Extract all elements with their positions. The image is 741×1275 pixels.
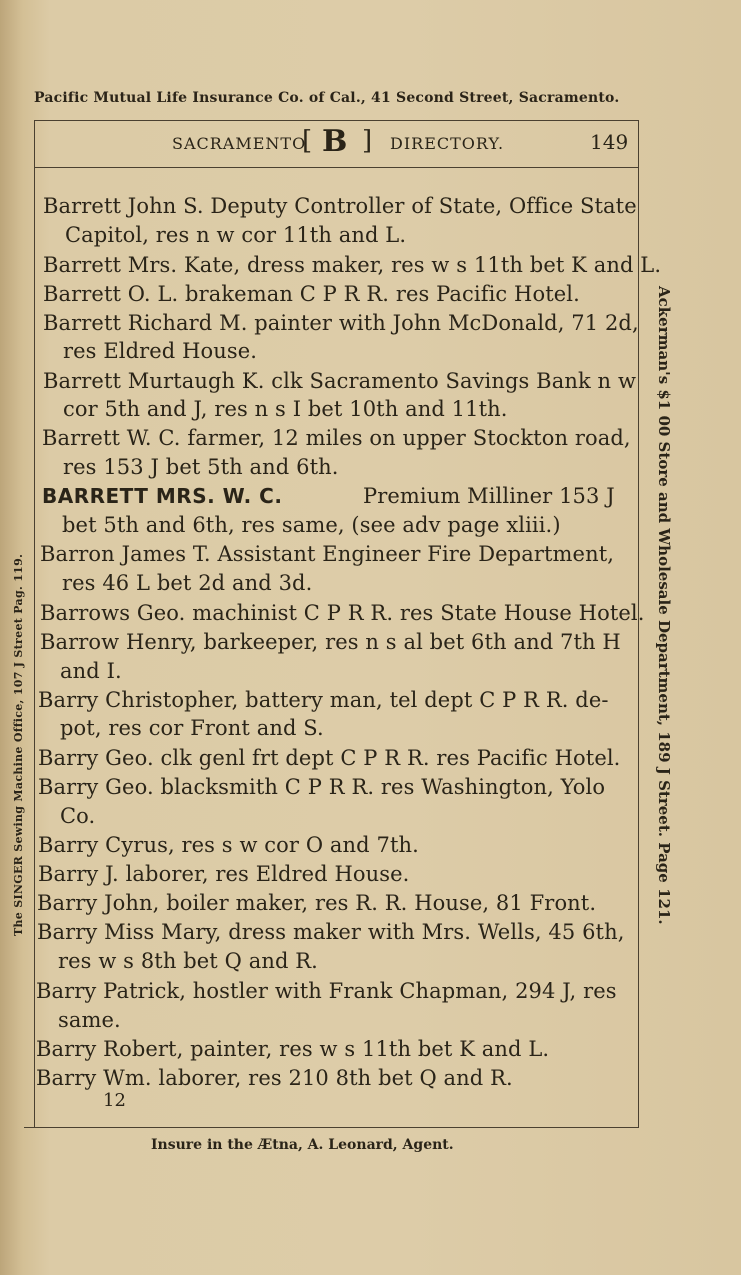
entry-line: Barry Miss Mary, dress maker with Mrs. Wells, 45 6th, (37, 920, 625, 944)
entry-line: Barrow Henry, barkeeper, res n s al bet 6th and 7th H (40, 630, 621, 654)
frame-left-rule (34, 120, 35, 1128)
left-margin-text: The SINGER Sewing Machine Office, 107 J Street Pag. 119. (12, 553, 25, 936)
header-rule (34, 167, 639, 168)
right-margin-text: Ackerman's $1 00 Store and Wholesale Department, 189 J Street. Page 121. (655, 286, 673, 925)
signature-mark: 12 (103, 1090, 126, 1111)
entry-line: Barry Wm. laborer, res 210 8th bet Q and R. (36, 1066, 513, 1090)
right-margin-advertisement (653, 286, 677, 966)
running-head (34, 124, 639, 160)
entry-line: Barron James T. Assistant Engineer Fire Department, (40, 542, 615, 566)
entry-name-bold: BARRETT MRS. W. C. (42, 484, 283, 508)
entry-line: Barrett Murtaugh K. clk Sacramento Savings Bank n w (43, 369, 637, 393)
page-number: 149 (590, 130, 629, 154)
left-margin-advertisement (8, 340, 30, 940)
entry-line: Barry John, boiler maker, res R. R. House, 81 Front. (37, 891, 597, 915)
entry-line: Barrett Mrs. Kate, dress maker, res w s 11th bet K and L. (43, 253, 662, 277)
entry-line: res w s 8th bet Q and R. (58, 949, 318, 973)
entry-line: Barrett W. C. farmer, 12 miles on upper Stockton road, (42, 426, 631, 450)
frame-bottom-rule (24, 1127, 639, 1128)
entry-line: Premium Milliner 153 J (363, 484, 615, 508)
entry-line: Barry Patrick, hostler with Frank Chapman, 294 J, res (36, 979, 617, 1003)
entry-line: Barry Christopher, battery man, tel dept C P R R. de- (38, 688, 609, 712)
top-advertisement: Pacific Mutual Life Insurance Co. of Cal., 41 Second Street, Sacramento. (34, 90, 620, 106)
running-head-city: SACRAMENTO (172, 134, 307, 153)
entry-line: Barry Geo. blacksmith C P R R. res Washington, Yolo (38, 775, 606, 799)
running-head-letter: B (322, 124, 348, 159)
entry-line: same. (58, 1008, 121, 1032)
bottom-advertisement: Insure in the Ætna, A. Leonard, Agent. (151, 1137, 454, 1153)
entry-line: Barry J. laborer, res Eldred House. (38, 862, 410, 886)
entry-line: Barry Cyrus, res s w cor O and 7th. (38, 833, 419, 857)
entry-line: Barry Robert, painter, res w s 11th bet K and L. (36, 1037, 550, 1061)
entry-line: Barrett O. L. brakeman C P R R. res Pacific Hotel. (43, 282, 580, 306)
entry-line: Capitol, res n w cor 11th and L. (65, 223, 407, 247)
running-head-bracket-close: ] (362, 126, 373, 156)
entry-line: bet 5th and 6th, res same, (see adv page xliii.) (62, 513, 561, 537)
running-head-directory: DIRECTORY. (390, 134, 505, 153)
entry-line: res 153 J bet 5th and 6th. (63, 455, 339, 479)
entry-line: Barrett John S. Deputy Controller of State, Office State (43, 194, 637, 218)
entry-line: res 46 L bet 2d and 3d. (62, 571, 313, 595)
entry-line: Co. (60, 804, 96, 828)
entry-line: Barry Geo. clk genl frt dept C P R R. res Pacific Hotel. (38, 746, 621, 770)
entry-line: pot, res cor Front and S. (60, 716, 324, 740)
running-head-bracket-open: [ (302, 126, 313, 156)
entry-line: and I. (60, 659, 122, 683)
entry-line: cor 5th and J, res n s I bet 10th and 11th. (63, 397, 508, 421)
entry-line: Barrett Richard M. painter with John McDonald, 71 2d, (43, 311, 639, 335)
entry-line: Barrows Geo. machinist C P R R. res State House Hotel. (40, 601, 645, 625)
entry-line: res Eldred House. (63, 339, 258, 363)
frame-top-rule (34, 120, 639, 121)
